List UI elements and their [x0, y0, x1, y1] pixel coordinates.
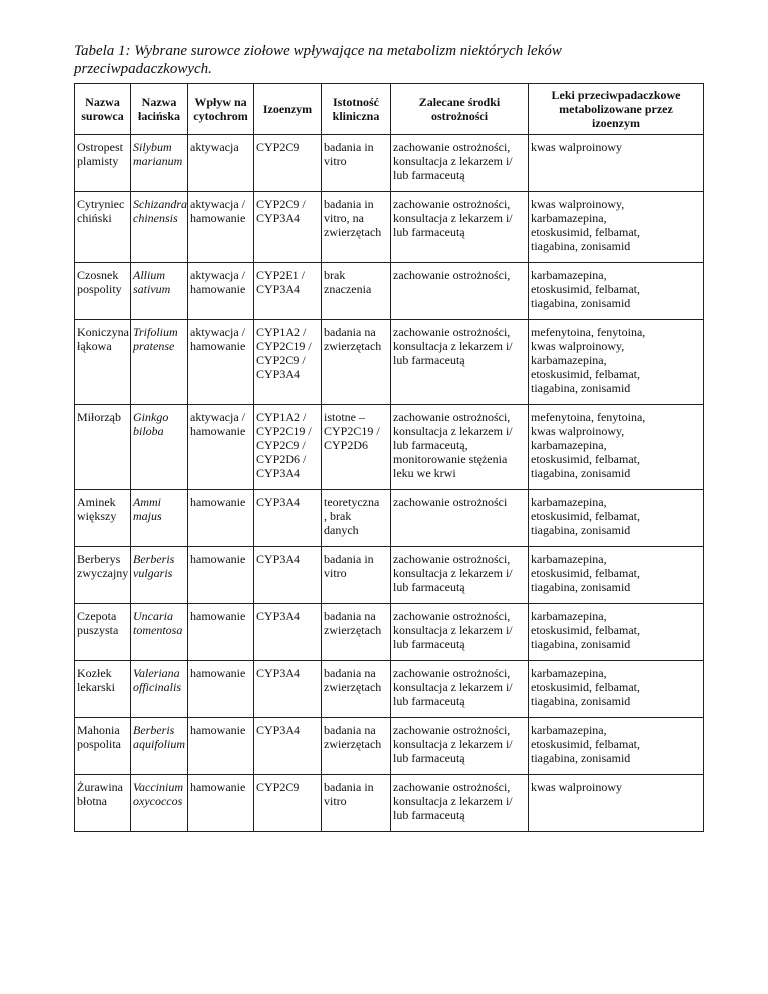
cell-latin-name	[131, 547, 188, 604]
cell-cytochrome-effect	[188, 661, 254, 718]
cell-line: CYP3A4	[256, 495, 301, 509]
cell-line: hamowanie	[190, 495, 246, 509]
header-cytochrome-effect	[188, 84, 254, 135]
cell-line: badania in	[324, 140, 374, 154]
cell-line: zachowanie ostrożności,	[393, 609, 511, 623]
cell-line: Aminek	[77, 495, 116, 509]
cell-latin-name	[131, 405, 188, 490]
cell-line: CYP2C9	[256, 780, 300, 794]
cell-line: tiagabina, zonisamid	[531, 466, 631, 480]
cell-line: Mahonia	[77, 723, 120, 737]
cell-line: CYP2C19 /	[324, 424, 380, 438]
cell-line: kwas walproinowy,	[531, 339, 625, 353]
cell-line: surowca	[81, 109, 124, 123]
cell-precautions	[391, 718, 529, 775]
cell-line: tiagabina, zonisamid	[531, 381, 631, 395]
cell-line: lub farmaceutą	[393, 808, 465, 822]
cell-line: hamowanie	[190, 609, 246, 623]
header-raw-material-name	[75, 84, 131, 135]
cell-line: brak	[324, 268, 346, 282]
cell-line: CYP3A4	[256, 609, 301, 623]
cell-line: pospolita	[77, 737, 121, 751]
cell-line: tiagabina, zonisamid	[531, 580, 631, 594]
cell-line: tiagabina, zonisamid	[531, 694, 631, 708]
cell-isoenzyme	[254, 405, 322, 490]
cell-line: Berberis	[133, 552, 175, 566]
cell-line: zachowanie ostrożności,	[393, 268, 511, 282]
cell-line: konsultacja z lekarzem i/	[393, 794, 513, 808]
cell-line: hamowanie	[190, 211, 246, 225]
cell-line: zachowanie ostrożności,	[393, 780, 511, 794]
cell-line: tiagabina, zonisamid	[531, 751, 631, 765]
cell-line: Ostropest	[77, 140, 123, 154]
cell-line: vitro, na	[324, 211, 364, 225]
cell-line: vitro	[324, 794, 347, 808]
cell-line: Miłorząb	[77, 410, 121, 424]
cell-antiepileptic-drugs	[529, 263, 704, 320]
cell-precautions	[391, 604, 529, 661]
cell-line: aktywacja /	[190, 410, 245, 424]
cell-line: karbamazepina,	[531, 552, 607, 566]
cell-line: Trifolium	[133, 325, 178, 339]
cell-line: monitorowanie stężenia	[393, 452, 508, 466]
cell-line: Silybum	[133, 140, 172, 154]
cell-line: hamowanie	[190, 723, 246, 737]
cell-clinical-significance	[322, 263, 391, 320]
cell-latin-name	[131, 192, 188, 263]
cell-line: pratense	[133, 339, 175, 353]
cell-line: hamowanie	[190, 424, 246, 438]
cell-line: lub farmaceutą	[393, 580, 465, 594]
cell-line: zwierzętach	[324, 737, 382, 751]
cell-line: CYP2C19 /	[256, 424, 312, 438]
table-body	[75, 135, 704, 832]
cell-isoenzyme	[254, 263, 322, 320]
table-row	[75, 135, 704, 192]
cell-line: lub farmaceutą	[393, 637, 465, 651]
cell-line: kwas walproinowy,	[531, 197, 625, 211]
cell-line: leku we krwi	[393, 466, 456, 480]
cell-antiepileptic-drugs	[529, 604, 704, 661]
cell-raw-material-name	[75, 547, 131, 604]
cell-clinical-significance	[322, 192, 391, 263]
cell-line: kliniczna	[332, 109, 380, 123]
cell-line: metabolizowane przez	[559, 102, 673, 116]
cell-precautions	[391, 490, 529, 547]
cell-line: CYP3A4	[256, 211, 301, 225]
cell-line: izoenzym	[592, 116, 640, 130]
cell-clinical-significance	[322, 490, 391, 547]
cell-line: karbamazepina,	[531, 723, 607, 737]
cell-line: karbamazepina,	[531, 666, 607, 680]
cell-line: zachowanie ostrożności,	[393, 666, 511, 680]
cell-cytochrome-effect	[188, 490, 254, 547]
cell-line: badania na	[324, 666, 376, 680]
cell-line: mefenytoina, fenytoina,	[531, 325, 646, 339]
cell-line: zachowanie ostrożności,	[393, 410, 511, 424]
cell-line: etoskusimid, felbamat,	[531, 509, 640, 523]
table-row	[75, 192, 704, 263]
cell-cytochrome-effect	[188, 718, 254, 775]
cell-antiepileptic-drugs	[529, 661, 704, 718]
cell-precautions	[391, 135, 529, 192]
cell-line: marianum	[133, 154, 183, 168]
cell-line: zwierzętach	[324, 623, 382, 637]
cell-raw-material-name	[75, 320, 131, 405]
cell-line: , brak	[324, 509, 352, 523]
cell-latin-name	[131, 661, 188, 718]
cell-raw-material-name	[75, 192, 131, 263]
cell-cytochrome-effect	[188, 192, 254, 263]
cell-antiepileptic-drugs	[529, 320, 704, 405]
cell-line: istotne –	[324, 410, 365, 424]
cell-line: vitro	[324, 154, 347, 168]
table-header-row	[75, 84, 704, 135]
cell-clinical-significance	[322, 604, 391, 661]
cell-line: hamowanie	[190, 552, 246, 566]
cell-line: majus	[133, 509, 162, 523]
cell-line: CYP3A4	[256, 723, 301, 737]
table-row	[75, 405, 704, 490]
cell-line: Czosnek	[77, 268, 119, 282]
cell-cytochrome-effect	[188, 263, 254, 320]
cell-line: ostrożności	[430, 109, 489, 123]
cell-line: tiagabina, zonisamid	[531, 523, 631, 537]
header-latin-name	[131, 84, 188, 135]
cell-line: łacińska	[137, 109, 180, 123]
cell-line: Wpływ na	[194, 95, 247, 109]
cell-line: błotna	[77, 794, 107, 808]
cell-line: etoskusimid, felbamat,	[531, 282, 640, 296]
cell-line: CYP2C9 /	[256, 438, 306, 452]
cell-raw-material-name	[75, 604, 131, 661]
cell-line: lub farmaceutą	[393, 168, 465, 182]
cell-line: tomentosa	[133, 623, 183, 637]
cell-line: cytochrom	[193, 109, 248, 123]
cell-line: CYP2D6	[324, 438, 369, 452]
cell-line: Leki przeciwpadaczkowe	[551, 88, 681, 102]
cell-line: badania na	[324, 609, 376, 623]
cell-line: CYP3A4	[256, 666, 301, 680]
cell-precautions	[391, 547, 529, 604]
cell-line: Żurawina	[77, 780, 123, 794]
table-row	[75, 490, 704, 547]
cell-isoenzyme	[254, 547, 322, 604]
cell-line: hamowanie	[190, 666, 246, 680]
cell-line: vulgaris	[133, 566, 173, 580]
cell-latin-name	[131, 775, 188, 832]
cell-line: aktywacja /	[190, 268, 245, 282]
cell-line: Kozłek	[77, 666, 112, 680]
cell-isoenzyme	[254, 775, 322, 832]
cell-line: etoskusimid, felbamat,	[531, 367, 640, 381]
table-row	[75, 604, 704, 661]
cell-line: karbamazepina,	[531, 495, 607, 509]
cell-clinical-significance	[322, 320, 391, 405]
cell-cytochrome-effect	[188, 604, 254, 661]
cell-line: badania in	[324, 197, 374, 211]
cell-line: zwierzętach	[324, 225, 382, 239]
cell-antiepileptic-drugs	[529, 490, 704, 547]
cell-raw-material-name	[75, 661, 131, 718]
cell-line: oxycoccos	[133, 794, 183, 808]
cell-line: CYP2E1 /	[256, 268, 306, 282]
cell-latin-name	[131, 604, 188, 661]
cell-precautions	[391, 263, 529, 320]
cell-line: officinalis	[133, 680, 181, 694]
cell-line: aktywacja	[190, 140, 239, 154]
cell-line: łąkowa	[77, 339, 112, 353]
cell-line: hamowanie	[190, 780, 246, 794]
cell-line: CYP3A4	[256, 552, 301, 566]
cell-cytochrome-effect	[188, 775, 254, 832]
cell-cytochrome-effect	[188, 320, 254, 405]
cell-line: sativum	[133, 282, 171, 296]
cell-line: konsultacja z lekarzem i/	[393, 339, 513, 353]
cell-line: aktywacja /	[190, 325, 245, 339]
cell-line: zachowanie ostrożności,	[393, 140, 511, 154]
cell-line: kwas walproinowy	[531, 140, 622, 154]
cell-isoenzyme	[254, 490, 322, 547]
cell-line: Czepota	[77, 609, 117, 623]
table-row	[75, 718, 704, 775]
cell-line: mefenytoina, fenytoina,	[531, 410, 646, 424]
cell-antiepileptic-drugs	[529, 718, 704, 775]
cell-antiepileptic-drugs	[529, 547, 704, 604]
cell-line: hamowanie	[190, 282, 246, 296]
cell-line: lekarski	[77, 680, 115, 694]
cell-latin-name	[131, 320, 188, 405]
cell-latin-name	[131, 490, 188, 547]
cell-line: aquifolium	[133, 737, 186, 751]
cell-raw-material-name	[75, 718, 131, 775]
cell-line: Zalecane środki	[418, 95, 501, 109]
cell-line: Valeriana	[133, 666, 180, 680]
cell-precautions	[391, 661, 529, 718]
header-precautions	[391, 84, 529, 135]
cell-line: karbamazepina,	[531, 438, 607, 452]
cell-line: badania na	[324, 325, 376, 339]
cell-line: CYP2C9 /	[256, 353, 306, 367]
header-clinical-significance	[322, 84, 391, 135]
cell-line: Koniczyna	[77, 325, 129, 339]
cell-line: lub farmaceutą	[393, 353, 465, 367]
cell-clinical-significance	[322, 135, 391, 192]
cell-line: Istotność	[332, 95, 379, 109]
table-row	[75, 320, 704, 405]
cell-isoenzyme	[254, 718, 322, 775]
cell-line: zachowanie ostrożności,	[393, 723, 511, 737]
cell-line: Allium	[133, 268, 165, 282]
cell-line: Izoenzym	[262, 102, 313, 116]
cell-latin-name	[131, 718, 188, 775]
cell-line: CYP1A2 /	[256, 325, 307, 339]
cell-line: karbamazepina,	[531, 268, 607, 282]
cell-clinical-significance	[322, 405, 391, 490]
cell-line: hamowanie	[190, 339, 246, 353]
cell-line: CYP2D6 /	[256, 452, 307, 466]
cell-antiepileptic-drugs	[529, 405, 704, 490]
cell-line: badania na	[324, 723, 376, 737]
cell-line: Ginkgo	[133, 410, 169, 424]
cell-raw-material-name	[75, 135, 131, 192]
cell-line: kwas walproinowy,	[531, 424, 625, 438]
cell-line: znaczenia	[324, 282, 372, 296]
cell-line: plamisty	[77, 154, 119, 168]
cell-line: puszysta	[77, 623, 119, 637]
cell-line: zachowanie ostrożności,	[393, 325, 511, 339]
cell-line: vitro	[324, 566, 347, 580]
cell-isoenzyme	[254, 192, 322, 263]
cell-line: zwierzętach	[324, 339, 382, 353]
cell-line: Cytryniec	[77, 197, 125, 211]
cell-line: aktywacja /	[190, 197, 245, 211]
cell-line: lub farmaceutą	[393, 751, 465, 765]
cell-isoenzyme	[254, 604, 322, 661]
cell-precautions	[391, 320, 529, 405]
table-row	[75, 547, 704, 604]
cell-line: Ammi	[133, 495, 161, 509]
cell-line: konsultacja z lekarzem i/	[393, 566, 513, 580]
cell-isoenzyme	[254, 135, 322, 192]
cell-line: lub farmaceutą,	[393, 438, 468, 452]
cell-antiepileptic-drugs	[529, 135, 704, 192]
cell-line: chiński	[77, 211, 112, 225]
cell-line: CYP2C9	[256, 140, 300, 154]
cell-line: CYP3A4	[256, 367, 301, 381]
cell-line: danych	[324, 523, 359, 537]
cell-line: badania in	[324, 552, 374, 566]
header-antiepileptic-drugs	[529, 84, 704, 135]
cell-raw-material-name	[75, 490, 131, 547]
cell-latin-name	[131, 263, 188, 320]
cell-isoenzyme	[254, 661, 322, 718]
cell-antiepileptic-drugs	[529, 192, 704, 263]
cell-line: lub farmaceutą	[393, 694, 465, 708]
cell-line: Uncaria	[133, 609, 173, 623]
cell-line: lub farmaceutą	[393, 225, 465, 239]
cell-line: konsultacja z lekarzem i/	[393, 737, 513, 751]
cell-line: tiagabina, zonisamid	[531, 239, 631, 253]
cell-line: CYP2C9 /	[256, 197, 306, 211]
header-isoenzyme	[254, 84, 322, 135]
cell-line: konsultacja z lekarzem i/	[393, 623, 513, 637]
cell-raw-material-name	[75, 775, 131, 832]
cell-line: tiagabina, zonisamid	[531, 637, 631, 651]
cell-line: CYP3A4	[256, 282, 301, 296]
cell-cytochrome-effect	[188, 405, 254, 490]
cell-line: konsultacja z lekarzem i/	[393, 211, 513, 225]
cell-clinical-significance	[322, 775, 391, 832]
cell-precautions	[391, 192, 529, 263]
cell-line: CYP3A4	[256, 466, 301, 480]
cell-line: karbamazepina,	[531, 609, 607, 623]
cell-line: konsultacja z lekarzem i/	[393, 424, 513, 438]
cell-raw-material-name	[75, 263, 131, 320]
cell-line: etoskusimid, felbamat,	[531, 737, 640, 751]
cell-line: konsultacja z lekarzem i/	[393, 680, 513, 694]
cell-line: badania in	[324, 780, 374, 794]
table-row	[75, 775, 704, 832]
cell-cytochrome-effect	[188, 547, 254, 604]
cell-cytochrome-effect	[188, 135, 254, 192]
cell-line: Nazwa	[85, 95, 120, 109]
cell-line: etoskusimid, felbamat,	[531, 623, 640, 637]
cell-line: Berberis	[133, 723, 175, 737]
cell-line: karbamazepina,	[531, 353, 607, 367]
herbs-table	[74, 83, 704, 832]
cell-line: pospolity	[77, 282, 122, 296]
cell-line: Berberys	[77, 552, 121, 566]
cell-line: CYP1A2 /	[256, 410, 307, 424]
cell-line: teoretyczna	[324, 495, 380, 509]
cell-line: zachowanie ostrożności,	[393, 197, 511, 211]
cell-line: zachowanie ostrożności,	[393, 552, 511, 566]
cell-clinical-significance	[322, 718, 391, 775]
cell-latin-name	[131, 135, 188, 192]
cell-isoenzyme	[254, 320, 322, 405]
cell-raw-material-name	[75, 405, 131, 490]
cell-line: Vaccinium	[133, 780, 183, 794]
cell-line: chinensis	[133, 211, 178, 225]
cell-line: zachowanie ostrożności	[393, 495, 508, 509]
cell-line: etoskusimid, felbamat,	[531, 680, 640, 694]
cell-line: karbamazepina,	[531, 211, 607, 225]
cell-line: Schizandra	[133, 197, 187, 211]
table-caption: Tabela 1: Wybrane surowce ziołowe wpływające na metabolizm niektórych leków przeciwpadaczkowych.	[74, 43, 562, 77]
cell-line: zwierzętach	[324, 680, 382, 694]
table-row	[75, 661, 704, 718]
cell-precautions	[391, 775, 529, 832]
cell-line: konsultacja z lekarzem i/	[393, 154, 513, 168]
cell-line: etoskusimid, felbamat,	[531, 225, 640, 239]
cell-line: etoskusimid, felbamat,	[531, 452, 640, 466]
cell-precautions	[391, 405, 529, 490]
cell-line: zwyczajny	[77, 566, 129, 580]
cell-line: Nazwa	[141, 95, 177, 109]
cell-line: CYP2C19 /	[256, 339, 312, 353]
cell-line: tiagabina, zonisamid	[531, 296, 631, 310]
cell-clinical-significance	[322, 661, 391, 718]
cell-antiepileptic-drugs	[529, 775, 704, 832]
table-row	[75, 263, 704, 320]
cell-line: większy	[77, 509, 117, 523]
cell-line: biloba	[133, 424, 164, 438]
cell-line: kwas walproinowy	[531, 780, 622, 794]
cell-line: etoskusimid, felbamat,	[531, 566, 640, 580]
cell-clinical-significance	[322, 547, 391, 604]
